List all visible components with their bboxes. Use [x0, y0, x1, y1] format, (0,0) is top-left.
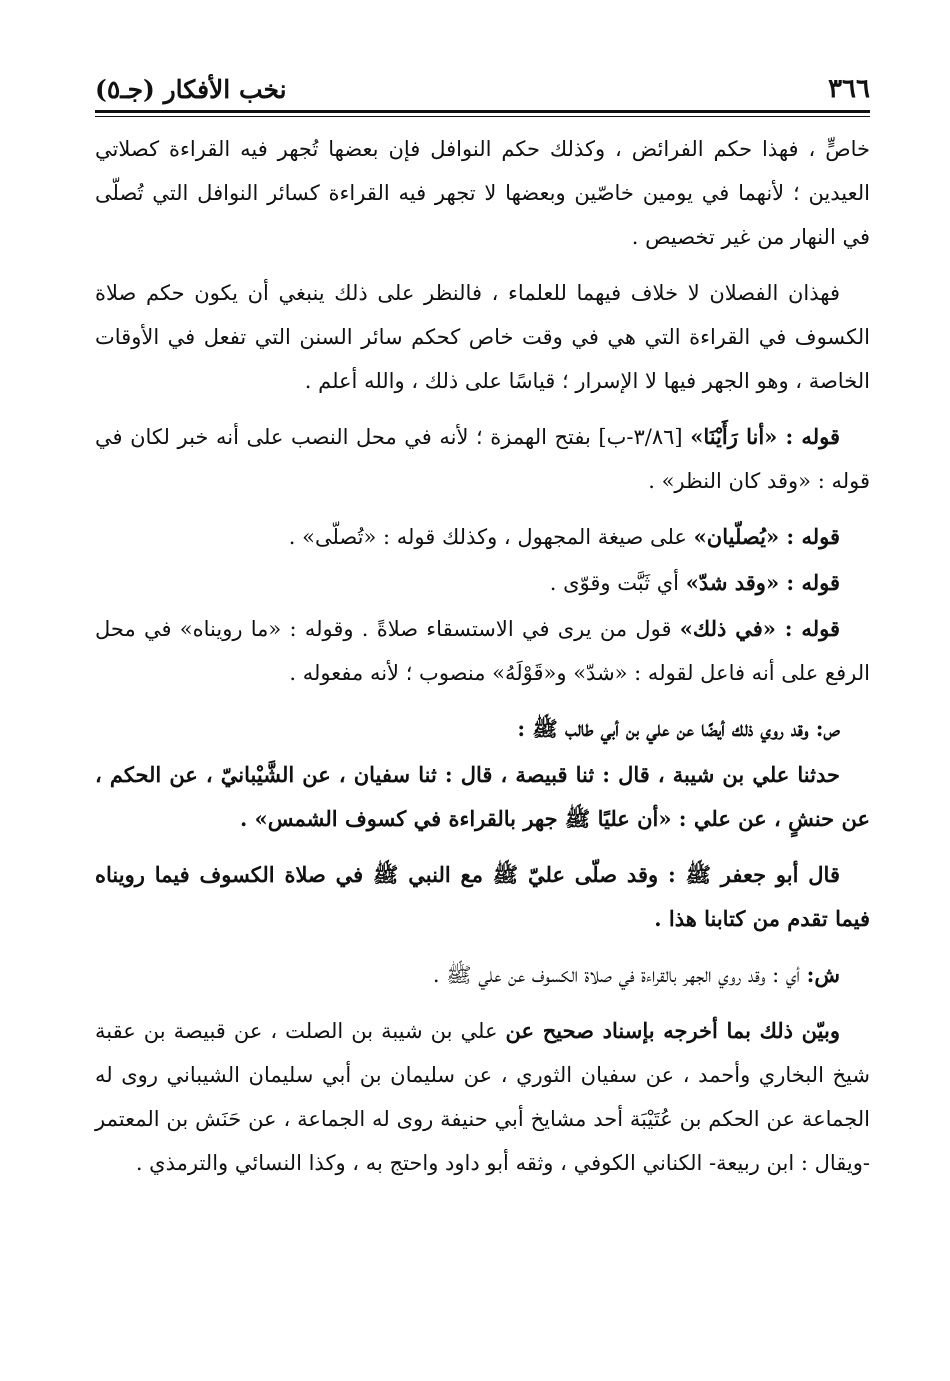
paragraph-text: على صيغة المجهول ، وكذلك قوله : «تُصلّى» .: [288, 525, 687, 549]
paragraph-text: علي بن شيبة بن الصلت ، عن قبيصة بن عقبة شيخ البخاري وأحمد ، عن سفيان الثوري ، عن سليمان بن أبي سليمان الشيباني روى له الجماعة عن الحكم بن عُتَيْبَة أحد مشايخ أبي حنيفة روى له الجماعة ، عن حَنَش بن المعتمر -ويقال : ابن ربيعة- الكناني الكوفي ، وثقه أبو داود واحتج به ، وكذا النسائي والترمذي .: [95, 1019, 870, 1175]
paragraph-text: [٣/٨٦-ب] بفتح الهمزة ؛ لأنه في محل النصب على أنه خبر لكان في قوله : «وقد كان النظر» .: [95, 425, 870, 493]
paragraph: [95, 953, 870, 997]
paragraph: [95, 415, 870, 503]
paragraph-lead: قوله : «في ذلك»: [679, 616, 840, 641]
paragraph: [95, 1009, 870, 1185]
book-page: [95, 60, 870, 1197]
paragraph: [95, 853, 870, 941]
header-rule-thick: [95, 110, 870, 113]
paragraph-lead: قوله : «وقد شدّ»: [685, 570, 840, 595]
paragraph-text: قال أبو جعفر ﷺ : وقد صلّى عليّ ﷺ مع النبي ﷺ في صلاة الكسوف فيما رويناه فيما تقدم من كتابنا هذا .: [95, 862, 870, 931]
paragraph-lead: وبيّن ذلك بما أخرجه بإسناد صحيح عن: [505, 1018, 840, 1043]
paragraph: [95, 753, 870, 841]
paragraph-text: ص: وقد روي ذلك أيضًا عن علي بن أبي طالب ﷺ :: [517, 716, 840, 741]
paragraph: [95, 515, 870, 559]
page-number: ٣٦٦: [828, 74, 870, 104]
page-body: [95, 127, 870, 1185]
paragraph: [95, 561, 870, 605]
paragraph-lead: قوله : «أنا رَأَيْنَا»: [690, 424, 840, 449]
paragraph-text: أي ثَبَّت وقوّى .: [549, 571, 679, 595]
paragraph-text: خاصٍّ ، فهذا حكم الفرائض ، وكذلك حكم النوافل فإن بعضها تُجهر فيه القراءة كصلاتي العيدين ؛ لأنهما في يومين خاصّين وبعضها لا تجهر فيه القراءة كسائر النوافل التي تُصلّى في النهار من غير تخصيص .: [95, 137, 870, 249]
paragraph-text: فهذان الفصلان لا خلاف فيهما للعلماء ، فالنظر على ذلك ينبغي أن يكون حكم صلاة الكسوف في القراءة التي هي في وقت خاص كحكم سائر السنن التي تفعل في الأوقات الخاصة ، وهو الجهر فيها لا الإسرار ؛ قياسًا على ذلك ، والله أعلم .: [95, 281, 870, 393]
header-rule-thin: [95, 116, 870, 117]
paragraph: [95, 707, 870, 751]
book-title: نخب الأفكار (جـ٥): [95, 75, 287, 104]
paragraph-text: أي : وقد روي الجهر بالقراءة في صلاة الكسوف عن علي ﷺ .: [432, 963, 800, 987]
paragraph-lead: قوله : «يُصلّيان»: [693, 524, 840, 549]
paragraph-lead: ش:: [806, 962, 840, 987]
paragraph: [95, 607, 870, 695]
paragraph-text: قول من يرى في الاستسقاء صلاةً . وقوله : «ما رويناه» في محل الرفع على أنه فاعل لقوله : «شدّ» و«قَوْلَهُ» منصوب ؛ لأنه مفعوله .: [95, 617, 870, 685]
paragraph: [95, 271, 870, 403]
paragraph: [95, 127, 870, 259]
running-header: [95, 60, 870, 104]
paragraph-text: حدثنا علي بن شيبة ، قال : ثنا قبيصة ، قال : ثنا سفيان ، عن الشَّيْبانيّ ، عن الحكم ، عن حنشٍ ، عن علي : «أن عليًا ﷺ جهر بالقراءة في كسوف الشمس» .: [95, 762, 870, 831]
